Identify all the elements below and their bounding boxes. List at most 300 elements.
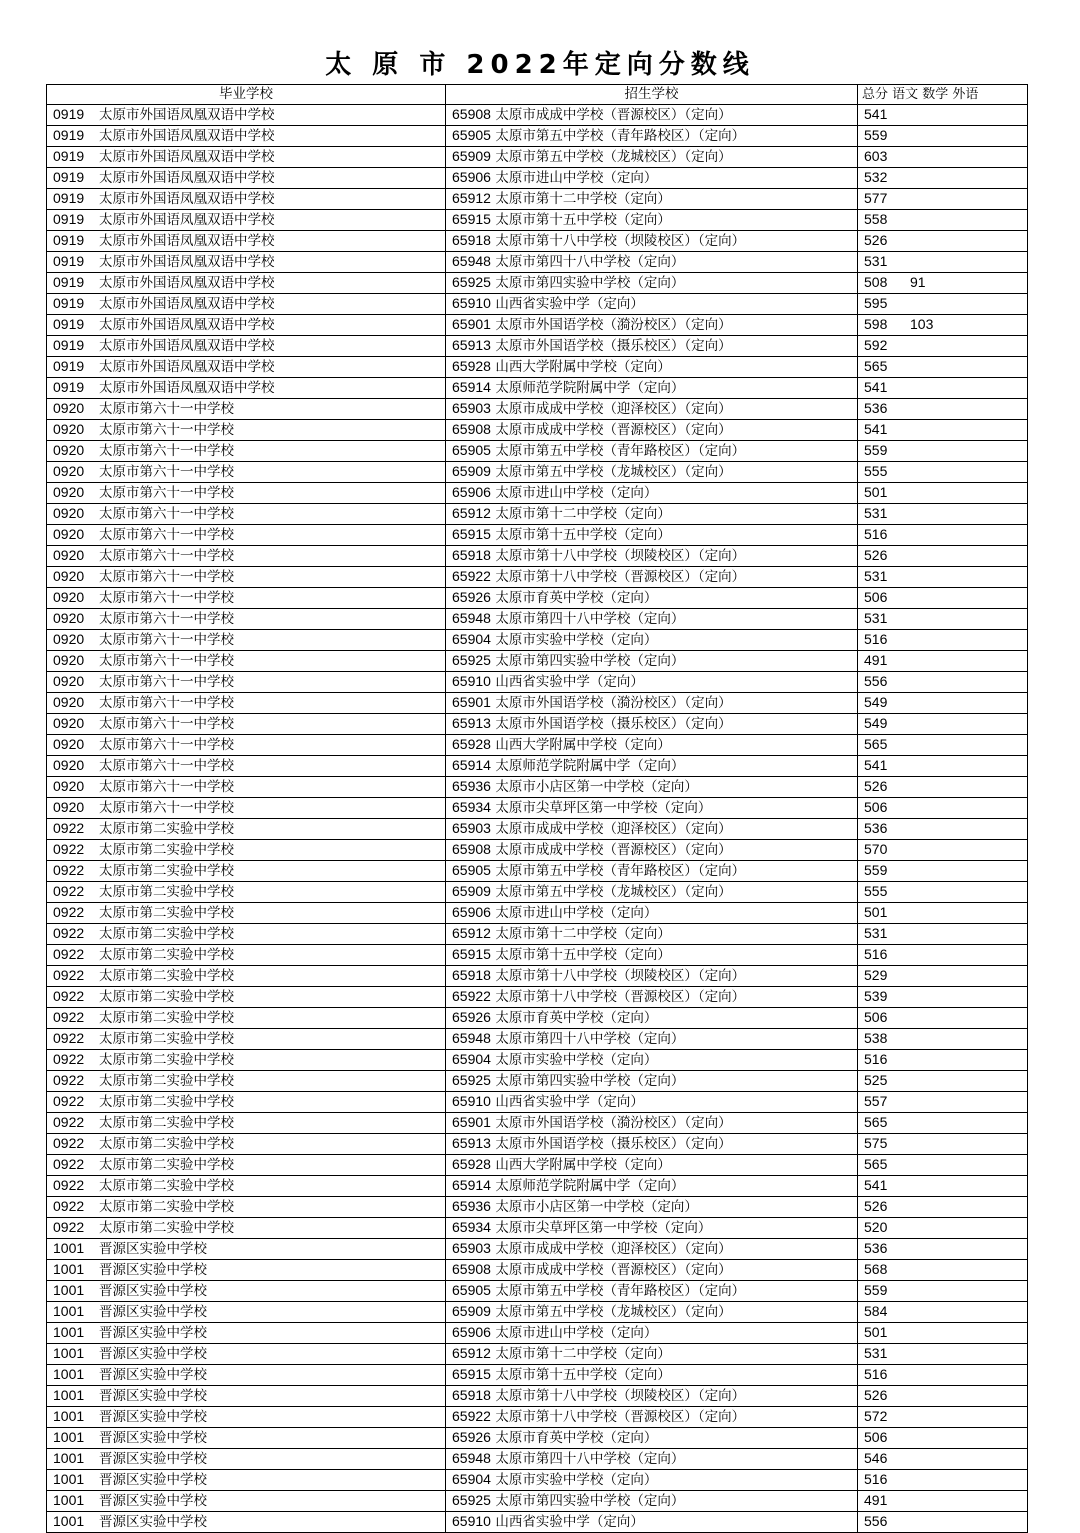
grad-school-code: 1001 <box>53 1492 85 1509</box>
chinese-score: 103 <box>910 316 934 333</box>
grad-school-code: 1001 <box>53 1282 85 1299</box>
enroll-school-cell <box>446 1197 858 1218</box>
total-score: 516 <box>864 946 888 963</box>
enroll-school-cell <box>446 1155 858 1176</box>
enroll-school-name: 太原市第四实验中学校（定向） <box>495 1493 685 1510</box>
score-cell <box>858 1008 1028 1029</box>
total-score: 539 <box>864 988 888 1005</box>
grad-school-cell <box>47 462 446 483</box>
grad-school-cell <box>47 1155 446 1176</box>
grad-school-code: 0922 <box>53 862 85 879</box>
score-cell <box>858 399 1028 420</box>
table-row <box>47 1491 1028 1512</box>
grad-school-code: 0920 <box>53 778 85 795</box>
grad-school-name: 太原市外国语凤凰双语中学校 <box>99 107 275 124</box>
enroll-school-name: 太原市第五中学校（青年路校区）（定向） <box>495 1283 746 1300</box>
grad-school-code: 0919 <box>53 106 85 123</box>
enroll-school-cell <box>446 651 858 672</box>
grad-school-name: 太原市第六十一中学校 <box>99 779 234 796</box>
grad-school-cell <box>47 357 446 378</box>
grad-school-code: 1001 <box>53 1366 85 1383</box>
enroll-school-cell <box>446 1428 858 1449</box>
grad-school-code: 0919 <box>53 295 85 312</box>
total-score: 555 <box>864 883 888 900</box>
score-cell <box>858 1197 1028 1218</box>
grad-school-cell <box>47 1407 446 1428</box>
score-cell <box>858 1071 1028 1092</box>
table-row <box>47 525 1028 546</box>
total-score: 532 <box>864 169 888 186</box>
score-cell <box>858 504 1028 525</box>
score-cell <box>858 315 1028 336</box>
grad-school-name: 太原市外国语凤凰双语中学校 <box>99 254 275 271</box>
grad-school-cell <box>47 609 446 630</box>
grad-school-cell <box>47 294 446 315</box>
enroll-school-cell <box>446 777 858 798</box>
total-score: 531 <box>864 253 888 270</box>
total-score: 531 <box>864 505 888 522</box>
score-cell <box>858 903 1028 924</box>
grad-school-code: 0919 <box>53 253 85 270</box>
grad-school-name: 太原市外国语凤凰双语中学校 <box>99 275 275 292</box>
score-cell <box>858 420 1028 441</box>
enroll-school-cell <box>446 1407 858 1428</box>
total-score: 506 <box>864 799 888 816</box>
enroll-school-code: 65918 <box>452 1387 491 1404</box>
enroll-school-cell <box>446 294 858 315</box>
total-score: 565 <box>864 1114 888 1131</box>
enroll-school-name: 太原市第五中学校（青年路校区）（定向） <box>495 443 746 460</box>
enroll-school-name: 太原市成成中学校（迎泽校区）（定向） <box>495 401 732 418</box>
table-row <box>47 798 1028 819</box>
total-score: 584 <box>864 1303 888 1320</box>
enroll-school-cell <box>446 504 858 525</box>
enroll-school-name: 太原市成成中学校（晋源校区）（定向） <box>495 107 732 124</box>
total-score: 501 <box>864 484 888 501</box>
enroll-school-name: 山西省实验中学（定向） <box>495 1514 644 1531</box>
enroll-school-cell <box>446 1323 858 1344</box>
grad-school-cell <box>47 1470 446 1491</box>
enroll-school-name: 山西大学附属中学校（定向） <box>495 359 671 376</box>
grad-school-name: 太原市第六十一中学校 <box>99 548 234 565</box>
grad-school-code: 0920 <box>53 547 85 564</box>
score-cell <box>858 147 1028 168</box>
score-cell <box>858 1323 1028 1344</box>
table-row <box>47 1323 1028 1344</box>
total-score: 506 <box>864 1429 888 1446</box>
grad-school-name: 晋源区实验中学校 <box>99 1304 207 1321</box>
grad-school-name: 晋源区实验中学校 <box>99 1493 207 1510</box>
grad-school-cell <box>47 945 446 966</box>
total-score: 506 <box>864 1009 888 1026</box>
enroll-school-code: 65913 <box>452 337 491 354</box>
total-score: 526 <box>864 778 888 795</box>
enroll-school-name: 太原市第十五中学校（定向） <box>495 527 671 544</box>
grad-school-name: 太原市外国语凤凰双语中学校 <box>99 191 275 208</box>
table-row <box>47 861 1028 882</box>
enroll-school-cell <box>446 336 858 357</box>
score-cell <box>858 525 1028 546</box>
enroll-school-name: 太原市第十五中学校（定向） <box>495 1367 671 1384</box>
total-score: 516 <box>864 1366 888 1383</box>
enroll-school-cell <box>446 819 858 840</box>
enroll-school-code: 65908 <box>452 841 491 858</box>
score-cell <box>858 1239 1028 1260</box>
grad-school-code: 0922 <box>53 1156 85 1173</box>
grad-school-cell <box>47 189 446 210</box>
grad-school-cell <box>47 231 446 252</box>
enroll-school-code: 65912 <box>452 190 491 207</box>
table-row <box>47 546 1028 567</box>
table-row <box>47 1218 1028 1239</box>
grad-school-cell <box>47 504 446 525</box>
grad-school-code: 0922 <box>53 1177 85 1194</box>
header-grad-school: 毕业学校 <box>47 85 446 105</box>
grad-school-name: 太原市第六十一中学校 <box>99 527 234 544</box>
grad-school-cell <box>47 966 446 987</box>
score-cell <box>858 588 1028 609</box>
table-row <box>47 1407 1028 1428</box>
table-row <box>47 588 1028 609</box>
enroll-school-name: 太原市外国语学校（摄乐校区）（定向） <box>495 338 732 355</box>
enroll-school-name: 太原市第四十八中学校（定向） <box>495 1451 685 1468</box>
enroll-school-code: 65909 <box>452 148 491 165</box>
score-cell <box>858 756 1028 777</box>
grad-school-name: 太原市第二实验中学校 <box>99 1220 234 1237</box>
enroll-school-code: 65908 <box>452 1261 491 1278</box>
grad-school-code: 0922 <box>53 1072 85 1089</box>
enroll-school-name: 山西大学附属中学校（定向） <box>495 737 671 754</box>
grad-school-name: 太原市第二实验中学校 <box>99 821 234 838</box>
grad-school-code: 1001 <box>53 1303 85 1320</box>
score-cell <box>858 651 1028 672</box>
enroll-school-name: 太原市尖草坪区第一中学校（定向） <box>495 800 712 817</box>
grad-school-code: 0919 <box>53 169 85 186</box>
enroll-school-name: 太原市第五中学校（龙城校区）（定向） <box>495 884 732 901</box>
score-cell <box>858 1218 1028 1239</box>
enroll-school-name: 太原市第四十八中学校（定向） <box>495 254 685 271</box>
grad-school-code: 0920 <box>53 694 85 711</box>
grad-school-name: 太原市第二实验中学校 <box>99 1199 234 1216</box>
enroll-school-code: 65903 <box>452 1240 491 1257</box>
table-row <box>47 210 1028 231</box>
grad-school-code: 0919 <box>53 337 85 354</box>
enroll-school-code: 65934 <box>452 799 491 816</box>
enroll-school-cell <box>446 1029 858 1050</box>
grad-school-code: 1001 <box>53 1450 85 1467</box>
grad-school-name: 太原市外国语凤凰双语中学校 <box>99 317 275 334</box>
total-score: 508 <box>864 274 888 291</box>
total-score: 536 <box>864 400 888 417</box>
total-score: 491 <box>864 652 888 669</box>
grad-school-cell <box>47 1512 446 1533</box>
score-cell <box>858 966 1028 987</box>
enroll-school-name: 太原市第十二中学校（定向） <box>495 506 671 523</box>
grad-school-code: 0919 <box>53 358 85 375</box>
enroll-school-cell <box>446 420 858 441</box>
grad-school-name: 晋源区实验中学校 <box>99 1346 207 1363</box>
enroll-school-name: 山西省实验中学（定向） <box>495 674 644 691</box>
grad-school-cell <box>47 378 446 399</box>
score-cell <box>858 819 1028 840</box>
total-score: 541 <box>864 379 888 396</box>
header-scores: 总分 语文 数学 外语 <box>858 85 1028 105</box>
table-row <box>47 1050 1028 1071</box>
score-cell <box>858 714 1028 735</box>
enroll-school-name: 太原市第十八中学校（晋源校区）（定向） <box>495 989 746 1006</box>
total-score: 531 <box>864 1345 888 1362</box>
score-cell <box>858 609 1028 630</box>
grad-school-name: 太原市外国语凤凰双语中学校 <box>99 296 275 313</box>
grad-school-name: 太原市第六十一中学校 <box>99 485 234 502</box>
enroll-school-code: 65936 <box>452 778 491 795</box>
total-score: 541 <box>864 757 888 774</box>
score-cell <box>858 231 1028 252</box>
grad-school-code: 0922 <box>53 1198 85 1215</box>
enroll-school-name: 太原市实验中学校（定向） <box>495 1472 658 1489</box>
grad-school-name: 太原市第二实验中学校 <box>99 1178 234 1195</box>
grad-school-code: 0919 <box>53 127 85 144</box>
grad-school-code: 0920 <box>53 736 85 753</box>
table-row <box>47 1365 1028 1386</box>
grad-school-cell <box>47 1449 446 1470</box>
grad-school-name: 晋源区实验中学校 <box>99 1262 207 1279</box>
score-cell <box>858 672 1028 693</box>
grad-school-cell <box>47 1365 446 1386</box>
grad-school-cell <box>47 1176 446 1197</box>
table-row <box>47 840 1028 861</box>
score-cell <box>858 1512 1028 1533</box>
enroll-school-name: 太原市第十五中学校（定向） <box>495 947 671 964</box>
grad-school-name: 太原市第二实验中学校 <box>99 1052 234 1069</box>
grad-school-cell <box>47 399 446 420</box>
score-cell <box>858 1176 1028 1197</box>
table-row <box>47 147 1028 168</box>
enroll-school-cell <box>446 567 858 588</box>
grad-school-name: 晋源区实验中学校 <box>99 1514 207 1531</box>
table-row <box>47 735 1028 756</box>
grad-school-name: 太原市第二实验中学校 <box>99 1157 234 1174</box>
enroll-school-cell <box>446 1134 858 1155</box>
enroll-school-code: 65934 <box>452 1219 491 1236</box>
grad-school-cell <box>47 693 446 714</box>
total-score: 555 <box>864 463 888 480</box>
total-score: 565 <box>864 736 888 753</box>
enroll-school-code: 65909 <box>452 463 491 480</box>
grad-school-cell <box>47 1323 446 1344</box>
table-row <box>47 1197 1028 1218</box>
grad-school-cell <box>47 252 446 273</box>
enroll-school-name: 太原市成成中学校（迎泽校区）（定向） <box>495 1241 732 1258</box>
grad-school-code: 1001 <box>53 1513 85 1530</box>
enroll-school-name: 太原市成成中学校（晋源校区）（定向） <box>495 1262 732 1279</box>
grad-school-cell <box>47 483 446 504</box>
score-cell <box>858 210 1028 231</box>
enroll-school-name: 太原市第五中学校（龙城校区）（定向） <box>495 464 732 481</box>
total-score: 516 <box>864 1471 888 1488</box>
grad-school-name: 太原市第六十一中学校 <box>99 422 234 439</box>
table-row <box>47 1176 1028 1197</box>
enroll-school-code: 65901 <box>452 694 491 711</box>
grad-school-name: 太原市第二实验中学校 <box>99 884 234 901</box>
grad-school-name: 太原市外国语凤凰双语中学校 <box>99 212 275 229</box>
total-score: 536 <box>864 1240 888 1257</box>
grad-school-name: 晋源区实验中学校 <box>99 1367 207 1384</box>
total-score: 531 <box>864 568 888 585</box>
enroll-school-code: 65906 <box>452 904 491 921</box>
enroll-school-cell <box>446 609 858 630</box>
table-row <box>47 1428 1028 1449</box>
grad-school-cell <box>47 441 446 462</box>
enroll-school-name: 山西大学附属中学校（定向） <box>495 1157 671 1174</box>
enroll-school-name: 太原市第四实验中学校（定向） <box>495 653 685 670</box>
grad-school-code: 0920 <box>53 631 85 648</box>
grad-school-code: 1001 <box>53 1429 85 1446</box>
total-score: 536 <box>864 820 888 837</box>
table-row <box>47 294 1028 315</box>
enroll-school-name: 太原师范学院附属中学（定向） <box>495 1178 685 1195</box>
grad-school-code: 0920 <box>53 673 85 690</box>
grad-school-cell <box>47 588 446 609</box>
enroll-school-name: 山西省实验中学（定向） <box>495 1094 644 1111</box>
enroll-school-code: 65910 <box>452 1093 491 1110</box>
enroll-school-cell <box>446 1113 858 1134</box>
table-row <box>47 1134 1028 1155</box>
score-cell <box>858 882 1028 903</box>
score-cell <box>858 294 1028 315</box>
enroll-school-name: 太原市第五中学校（青年路校区）（定向） <box>495 128 746 145</box>
enroll-school-cell <box>446 1386 858 1407</box>
total-score: 516 <box>864 1051 888 1068</box>
score-cell <box>858 777 1028 798</box>
grad-school-code: 1001 <box>53 1324 85 1341</box>
enroll-school-cell <box>446 1008 858 1029</box>
grad-school-code: 0920 <box>53 652 85 669</box>
grad-school-cell <box>47 861 446 882</box>
enroll-school-name: 太原市第十八中学校（晋源校区）（定向） <box>495 569 746 586</box>
enroll-school-code: 65925 <box>452 1492 491 1509</box>
enroll-school-name: 太原市第四实验中学校（定向） <box>495 1073 685 1090</box>
grad-school-name: 太原市第六十一中学校 <box>99 611 234 628</box>
total-score: 541 <box>864 1177 888 1194</box>
enroll-school-cell <box>446 714 858 735</box>
grad-school-code: 0919 <box>53 274 85 291</box>
enroll-school-code: 65905 <box>452 1282 491 1299</box>
enroll-school-code: 65908 <box>452 106 491 123</box>
enroll-school-cell <box>446 399 858 420</box>
enroll-school-name: 太原市外国语学校（漪汾校区）（定向） <box>495 317 732 334</box>
grad-school-code: 0922 <box>53 925 85 942</box>
total-score: 531 <box>864 925 888 942</box>
score-cell <box>858 987 1028 1008</box>
grad-school-code: 0919 <box>53 316 85 333</box>
enroll-school-code: 65906 <box>452 169 491 186</box>
table-row <box>47 1302 1028 1323</box>
enroll-school-code: 65915 <box>452 211 491 228</box>
grad-school-name: 太原市第六十一中学校 <box>99 443 234 460</box>
grad-school-cell <box>47 1344 446 1365</box>
enroll-school-cell <box>446 147 858 168</box>
enroll-school-code: 65928 <box>452 1156 491 1173</box>
enroll-school-name: 太原市外国语学校（漪汾校区）（定向） <box>495 695 732 712</box>
enroll-school-code: 65914 <box>452 757 491 774</box>
enroll-school-name: 太原市小店区第一中学校（定向） <box>495 779 698 796</box>
total-score: 526 <box>864 232 888 249</box>
enroll-school-name: 太原市第十八中学校（坝陵校区）（定向） <box>495 548 746 565</box>
table-row <box>47 252 1028 273</box>
enroll-school-cell <box>446 1491 858 1512</box>
grad-school-cell <box>47 525 446 546</box>
grad-school-cell <box>47 1491 446 1512</box>
header-enroll-school: 招生学校 <box>446 85 858 105</box>
score-cell <box>858 189 1028 210</box>
table-row <box>47 903 1028 924</box>
enroll-school-code: 65905 <box>452 442 491 459</box>
enroll-school-cell <box>446 273 858 294</box>
enroll-school-code: 65904 <box>452 1471 491 1488</box>
enroll-school-code: 65904 <box>452 1051 491 1068</box>
total-score: 575 <box>864 1135 888 1152</box>
table-row <box>47 777 1028 798</box>
enroll-school-code: 65926 <box>452 1429 491 1446</box>
enroll-school-code: 65918 <box>452 547 491 564</box>
table-row <box>47 1470 1028 1491</box>
grad-school-code: 0919 <box>53 211 85 228</box>
score-cell <box>858 840 1028 861</box>
enroll-school-code: 65948 <box>452 610 491 627</box>
enroll-school-cell <box>446 1512 858 1533</box>
enroll-school-name: 太原市育英中学校（定向） <box>495 1430 658 1447</box>
total-score: 541 <box>864 106 888 123</box>
enroll-school-name: 太原市第十八中学校（坝陵校区）（定向） <box>495 968 746 985</box>
enroll-school-code: 65922 <box>452 1408 491 1425</box>
table-row <box>47 504 1028 525</box>
grad-school-cell <box>47 1428 446 1449</box>
total-score: 525 <box>864 1072 888 1089</box>
enroll-school-cell <box>446 1365 858 1386</box>
enroll-school-code: 65905 <box>452 862 491 879</box>
enroll-school-cell <box>446 1281 858 1302</box>
enroll-school-name: 太原市育英中学校（定向） <box>495 1010 658 1027</box>
total-score: 520 <box>864 1219 888 1236</box>
grad-school-code: 0920 <box>53 589 85 606</box>
score-cell <box>858 1386 1028 1407</box>
enroll-school-code: 65903 <box>452 400 491 417</box>
enroll-school-code: 65925 <box>452 1072 491 1089</box>
score-cell <box>858 273 1028 294</box>
grad-school-code: 0919 <box>53 232 85 249</box>
enroll-school-cell <box>446 945 858 966</box>
total-score: 558 <box>864 211 888 228</box>
enroll-school-code: 65918 <box>452 967 491 984</box>
total-score: 516 <box>864 526 888 543</box>
enroll-school-code: 65912 <box>452 505 491 522</box>
grad-school-code: 0922 <box>53 1009 85 1026</box>
score-cell <box>858 798 1028 819</box>
grad-school-name: 太原市外国语凤凰双语中学校 <box>99 149 275 166</box>
enroll-school-cell <box>446 693 858 714</box>
enroll-school-name: 太原市进山中学校（定向） <box>495 1325 658 1342</box>
enroll-school-cell <box>446 1071 858 1092</box>
enroll-school-code: 65936 <box>452 1198 491 1215</box>
total-score: 526 <box>864 547 888 564</box>
total-score: 598 <box>864 316 888 333</box>
grad-school-name: 太原市第六十一中学校 <box>99 737 234 754</box>
table-row <box>47 399 1028 420</box>
grad-school-name: 太原市第六十一中学校 <box>99 590 234 607</box>
enroll-school-cell <box>446 1470 858 1491</box>
grad-school-code: 1001 <box>53 1345 85 1362</box>
